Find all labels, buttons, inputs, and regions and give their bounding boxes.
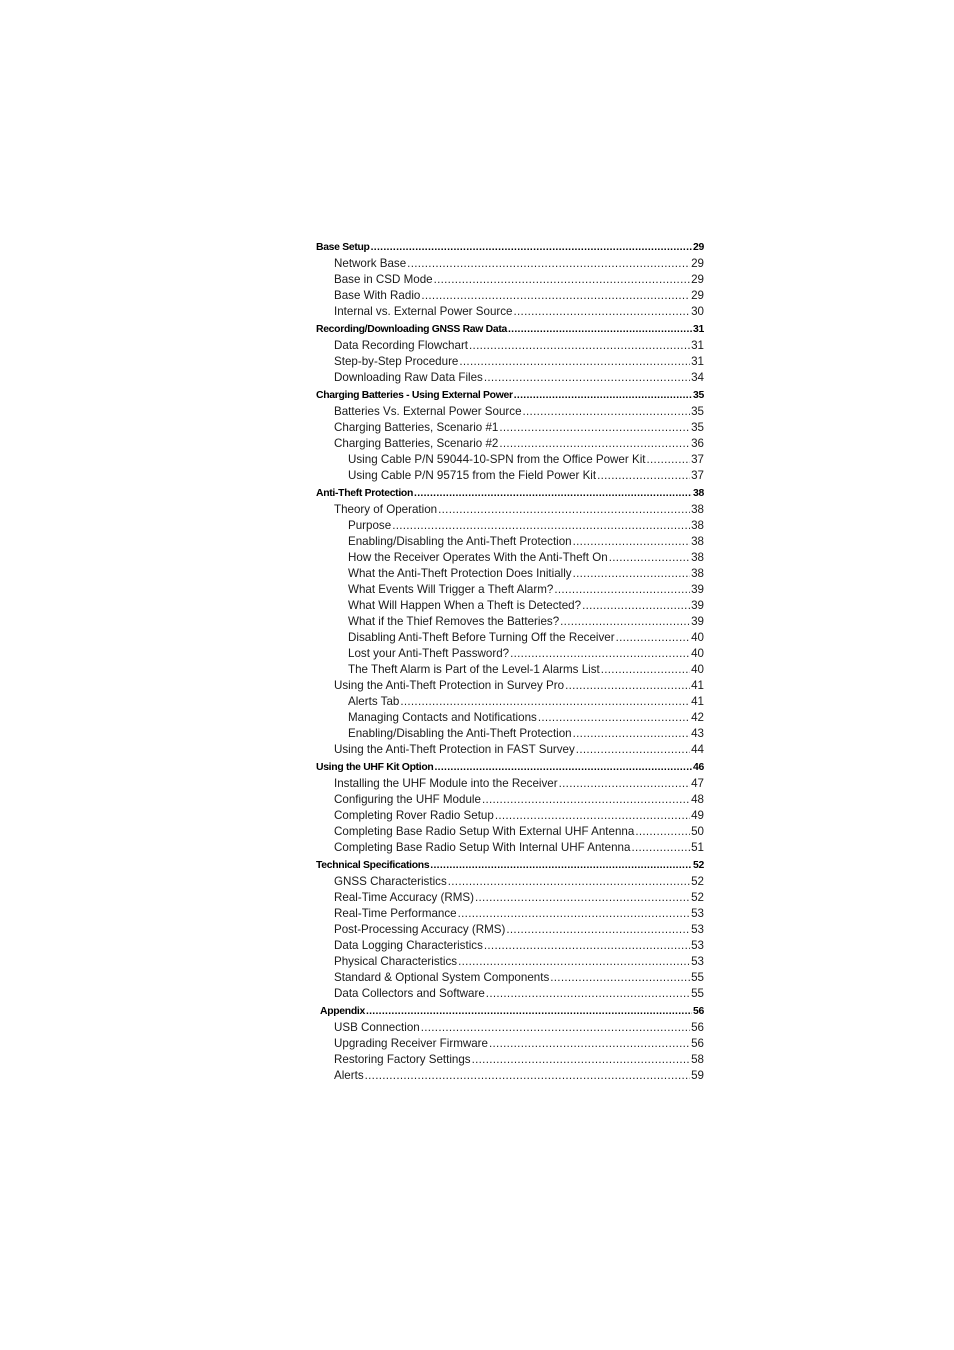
toc-entry-title: Completing Base Radio Setup With External UHF Antenna [334,825,635,838]
toc-entry[interactable] [316,420,704,436]
toc-page-number: 38 [691,567,704,580]
toc-entry-title: Real-Time Performance [334,907,457,920]
toc-page-number: 52 [691,875,704,888]
toc-entry-title: Restoring Factory Settings [334,1053,471,1066]
dot-leader [486,986,690,1002]
toc-page-number: 41 [691,695,704,708]
toc-page-number: 37 [691,453,704,466]
dot-leader [499,436,690,452]
toc-entry[interactable] [316,534,704,550]
toc-page-number: 38 [691,551,704,564]
toc-page-number: 55 [691,987,704,1000]
toc-page-number: 29 [693,242,704,253]
toc-entry[interactable] [316,452,704,468]
toc-entry[interactable] [316,256,704,272]
toc-page-number: 31 [691,355,704,368]
dot-leader [514,304,691,320]
toc-page-number: 29 [691,273,704,286]
toc-entry-title: What Events Will Trigger a Theft Alarm? [348,583,554,596]
toc-page-number: 59 [691,1069,704,1082]
toc-entry-title: Standard & Optional System Components [334,971,550,984]
toc-entry[interactable] [316,304,704,320]
toc-page-number: 31 [691,339,704,352]
dot-leader [469,338,690,354]
toc-entry-title: What Will Happen When a Theft is Detected? [348,599,582,612]
toc-entry[interactable] [316,742,704,758]
toc-page-number: 55 [691,971,704,984]
toc-page-number: 39 [691,599,704,612]
dot-leader [438,502,690,518]
toc-entry-title: Data Recording Flowchart [334,339,469,352]
toc-entry[interactable] [316,970,704,986]
toc-entry-title: Disabling Anti-Theft Before Turning Off the Receiver [348,631,615,644]
toc-entry[interactable] [316,662,704,678]
dot-leader [565,678,690,694]
dot-leader [510,646,690,662]
toc-entry-title: Recording/Downloading GNSS Raw Data [316,324,507,335]
toc-page-number: 30 [691,305,704,318]
toc-page-number: 56 [691,1037,704,1050]
toc-section-entry[interactable] [316,857,704,874]
toc-section-entry[interactable] [316,239,704,256]
toc-entry[interactable] [316,726,704,742]
toc-entry-title: Using the Anti-Theft Protection in Survey Pro [334,679,565,692]
toc-entry[interactable] [316,694,704,710]
toc-entry[interactable] [316,1068,704,1084]
toc-entry[interactable] [316,938,704,954]
toc-page-number: 40 [691,647,704,660]
dot-leader [407,256,690,272]
toc-entry-title: Charging Batteries - Using External Power [316,390,513,401]
toc-entry[interactable] [316,1036,704,1052]
toc-entry-title: Using Cable P/N 95715 from the Field Power Kit [348,469,597,482]
dot-leader [616,630,691,646]
toc-entry-title: Completing Rover Radio Setup [334,809,494,822]
dot-leader [448,874,690,890]
dot-leader [573,534,690,550]
toc-section-entry[interactable] [316,1003,704,1020]
toc-page-number: 39 [691,583,704,596]
dot-leader [576,742,690,758]
toc-entry[interactable] [316,954,704,970]
toc-entry[interactable] [316,840,704,856]
toc-entry-title: Using the Anti-Theft Protection in FAST Survey [334,743,575,756]
dot-leader [597,468,690,484]
toc-page-number: 39 [691,615,704,628]
toc-entry[interactable] [316,922,704,938]
toc-entry[interactable] [316,502,704,518]
toc-entry[interactable] [316,808,704,824]
toc-page-number: 35 [691,421,704,434]
dot-leader [582,598,690,614]
toc-entry[interactable] [316,630,704,646]
toc-entry-title: Installing the UHF Module into the Receiver [334,777,558,790]
toc-entry[interactable] [316,1052,704,1068]
toc-entry[interactable] [316,404,704,420]
toc-entry-title: Base With Radio [334,289,421,302]
dot-leader [506,922,690,938]
toc-page-number: 47 [691,777,704,790]
dot-leader [434,759,692,776]
toc-page-number: 34 [691,371,704,384]
toc-entry[interactable] [316,614,704,630]
toc-entry-title: Batteries Vs. External Power Source [334,405,522,418]
toc-entry[interactable] [316,288,704,304]
dot-leader [430,857,692,874]
table-of-contents [316,239,704,1084]
dot-leader [434,272,691,288]
toc-page-number: 43 [691,727,704,740]
toc-page-number: 40 [691,631,704,644]
toc-page-number: 42 [691,711,704,724]
toc-page-number: 29 [691,289,704,302]
toc-entry-title: Internal vs. External Power Source [334,305,513,318]
dot-leader [484,370,690,386]
toc-entry-title: Anti-Theft Protection [316,488,414,499]
dot-leader [495,808,690,824]
toc-page-number: 44 [691,743,704,756]
toc-entry[interactable] [316,776,704,792]
toc-page-number: 58 [691,1053,704,1066]
dot-leader [573,726,690,742]
dot-leader [631,840,690,856]
dot-leader [554,582,690,598]
dot-leader [421,288,690,304]
toc-page-number: 38 [691,519,704,532]
toc-page-number: 41 [691,679,704,692]
toc-entry-title: USB Connection [334,1021,420,1034]
toc-section-entry[interactable] [316,485,704,502]
dot-leader [550,970,690,986]
toc-page-number: 38 [691,503,704,516]
toc-entry-title: Real-Time Accuracy (RMS) [334,891,475,904]
toc-section-entry[interactable] [316,321,704,338]
toc-entry-title: Technical Specifications [316,860,430,871]
toc-entry-title: Post-Processing Accuracy (RMS) [334,923,506,936]
toc-entry-title: Alerts [334,1069,364,1082]
toc-entry[interactable] [316,598,704,614]
dot-leader [635,824,690,840]
toc-entry-title: Upgrading Receiver Firmware [334,1037,488,1050]
dot-leader [366,1003,692,1020]
toc-entry-title: Alerts Tab [348,695,400,708]
toc-page-number: 52 [691,891,704,904]
toc-page-number: 53 [691,939,704,952]
toc-entry[interactable] [316,874,704,890]
dot-leader [560,614,690,630]
toc-entry-title: Appendix [320,1006,365,1017]
toc-section-entry[interactable] [316,387,704,404]
dot-leader [508,321,692,338]
toc-page-number: 40 [691,663,704,676]
toc-page-number: 35 [691,405,704,418]
toc-page-number: 46 [693,762,704,773]
toc-entry-title: Downloading Raw Data Files [334,371,483,384]
toc-page-number: 49 [691,809,704,822]
toc-entry-title: Purpose [348,519,392,532]
toc-page-number: 31 [693,324,704,335]
toc-entry-title: Physical Characteristics [334,955,458,968]
dot-leader [414,485,692,502]
toc-entry[interactable] [316,550,704,566]
toc-entry[interactable] [316,566,704,582]
dot-leader [647,452,691,468]
dot-leader [609,550,690,566]
toc-entry-title: How the Receiver Operates With the Anti-Theft On [348,551,608,564]
dot-leader [459,354,690,370]
toc-entry[interactable] [316,824,704,840]
dot-leader [573,566,690,582]
toc-entry-title: Step-by-Step Procedure [334,355,459,368]
toc-entry-title: Using Cable P/N 59044-10-SPN from the Office Power Kit [348,453,646,466]
toc-entry-title: Managing Contacts and Notifications [348,711,537,724]
dot-leader [458,954,690,970]
dot-leader [484,938,690,954]
dot-leader [365,1068,690,1084]
toc-entry[interactable] [316,582,704,598]
dot-leader [601,662,690,678]
toc-entry-title: What if the Thief Removes the Batteries? [348,615,560,628]
toc-page-number: 38 [691,535,704,548]
toc-entry-title: Enabling/Disabling the Anti-Theft Protection [348,535,572,548]
toc-entry-title: Using the UHF Kit Option [316,762,434,773]
toc-page-number: 37 [691,469,704,482]
dot-leader [482,792,690,808]
dot-leader [514,387,692,404]
toc-page-number: 38 [693,488,704,499]
toc-entry[interactable] [316,468,704,484]
toc-entry-title: GNSS Characteristics [334,875,447,888]
toc-page-number: 48 [691,793,704,806]
toc-entry-title: Lost your Anti-Theft Password? [348,647,510,660]
toc-page-number: 51 [691,841,704,854]
toc-entry[interactable] [316,710,704,726]
toc-entry-title: Data Collectors and Software [334,987,485,1000]
toc-entry-title: Data Logging Characteristics [334,939,483,952]
toc-entry-title: Configuring the UHF Module [334,793,481,806]
toc-entry[interactable] [316,792,704,808]
toc-entry-title: The Theft Alarm is Part of the Level-1 Alarms List [348,663,600,676]
toc-page-number: 35 [693,390,704,401]
dot-leader [392,518,690,534]
dot-leader [538,710,690,726]
dot-leader [475,890,690,906]
toc-entry[interactable] [316,518,704,534]
toc-entry[interactable] [316,436,704,452]
dot-leader [458,906,690,922]
toc-entry-title: Enabling/Disabling the Anti-Theft Protection [348,727,572,740]
toc-entry-title: Completing Base Radio Setup With Internal UHF Antenna [334,841,631,854]
toc-entry[interactable] [316,1020,704,1036]
toc-entry[interactable] [316,272,704,288]
toc-page-number: 53 [691,923,704,936]
toc-page-number: 50 [691,825,704,838]
dot-leader [489,1036,690,1052]
toc-page-number: 29 [691,257,704,270]
toc-entry[interactable] [316,906,704,922]
toc-section-entry[interactable] [316,759,704,776]
dot-leader [499,420,690,436]
toc-entry-title: What the Anti-Theft Protection Does Initially [348,567,572,580]
toc-entry[interactable] [316,890,704,906]
toc-entry-title: Base in CSD Mode [334,273,433,286]
toc-entry-title: Network Base [334,257,407,270]
toc-entry[interactable] [316,370,704,386]
toc-page-number: 53 [691,907,704,920]
toc-entry-title: Charging Batteries, Scenario #2 [334,437,499,450]
dot-leader [421,1020,690,1036]
toc-entry[interactable] [316,354,704,370]
dot-leader [523,404,691,420]
toc-entry-title: Base Setup [316,242,370,253]
toc-entry[interactable] [316,338,704,354]
dot-leader [371,239,692,256]
toc-page-number: 53 [691,955,704,968]
toc-page-number: 56 [691,1021,704,1034]
toc-entry[interactable] [316,678,704,694]
toc-entry[interactable] [316,986,704,1002]
toc-entry[interactable] [316,646,704,662]
toc-page-number: 36 [691,437,704,450]
toc-page-number: 52 [693,860,704,871]
toc-page-number: 56 [693,1006,704,1017]
dot-leader [559,776,690,792]
dot-leader [400,694,690,710]
toc-entry-title: Theory of Operation [334,503,438,516]
toc-entry-title: Charging Batteries, Scenario #1 [334,421,499,434]
dot-leader [472,1052,690,1068]
